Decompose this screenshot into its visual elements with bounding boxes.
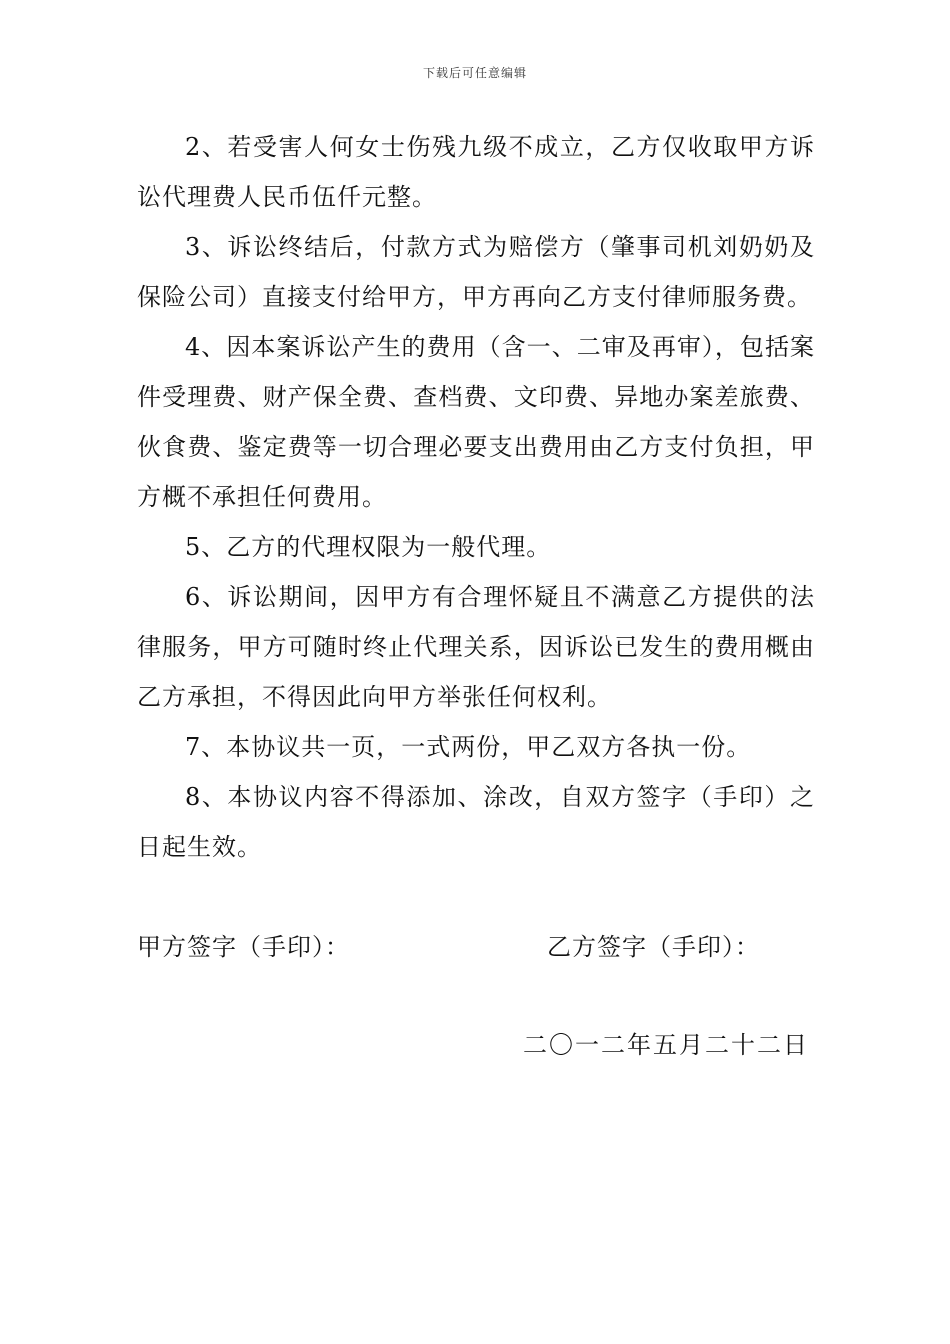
clause-4: 4、因本案诉讼产生的费用（含一、二审及再审），包括案件受理费、财产保全费、查档费、文印费、异地办案差旅费、伙食费、鉴定费等一切合理必要支出费用由乙方支付负担，甲方概不承担任何费用。 [137,333,815,511]
clause-5: 5、乙方的代理权限为一般代理。 [185,533,552,561]
signature-block [137,922,815,972]
agreement-date: 二〇一二年五月二十二日 [523,1031,809,1059]
party-a-signature-label: 甲方签字（手印）： [137,933,350,961]
clause-8: 8、本协议内容不得添加、涂改，自双方签字（手印）之日起生效。 [137,783,815,861]
document-body [137,122,815,872]
clause-7: 7、本协议共一页，一式两份，甲乙双方各执一份。 [185,733,752,761]
clause-6: 6、诉讼期间，因甲方有合理怀疑且不满意乙方提供的法律服务，甲方可随时终止代理关系，因诉讼已发生的费用概由乙方承担，不得因此向甲方举张任何权利。 [137,583,815,711]
clause-3: 3、诉讼终结后，付款方式为赔偿方（肇事司机刘奶奶及保险公司）直接支付给甲方，甲方再向乙方支付律师服务费。 [137,233,815,311]
clause-2: 2、若受害人何女士伤残九级不成立，乙方仅收取甲方诉讼代理费人民币伍仟元整。 [137,133,815,211]
page-header: 下载后可任意编辑 [422,66,527,80]
party-b-signature-label: 乙方签字（手印）： [547,933,760,961]
